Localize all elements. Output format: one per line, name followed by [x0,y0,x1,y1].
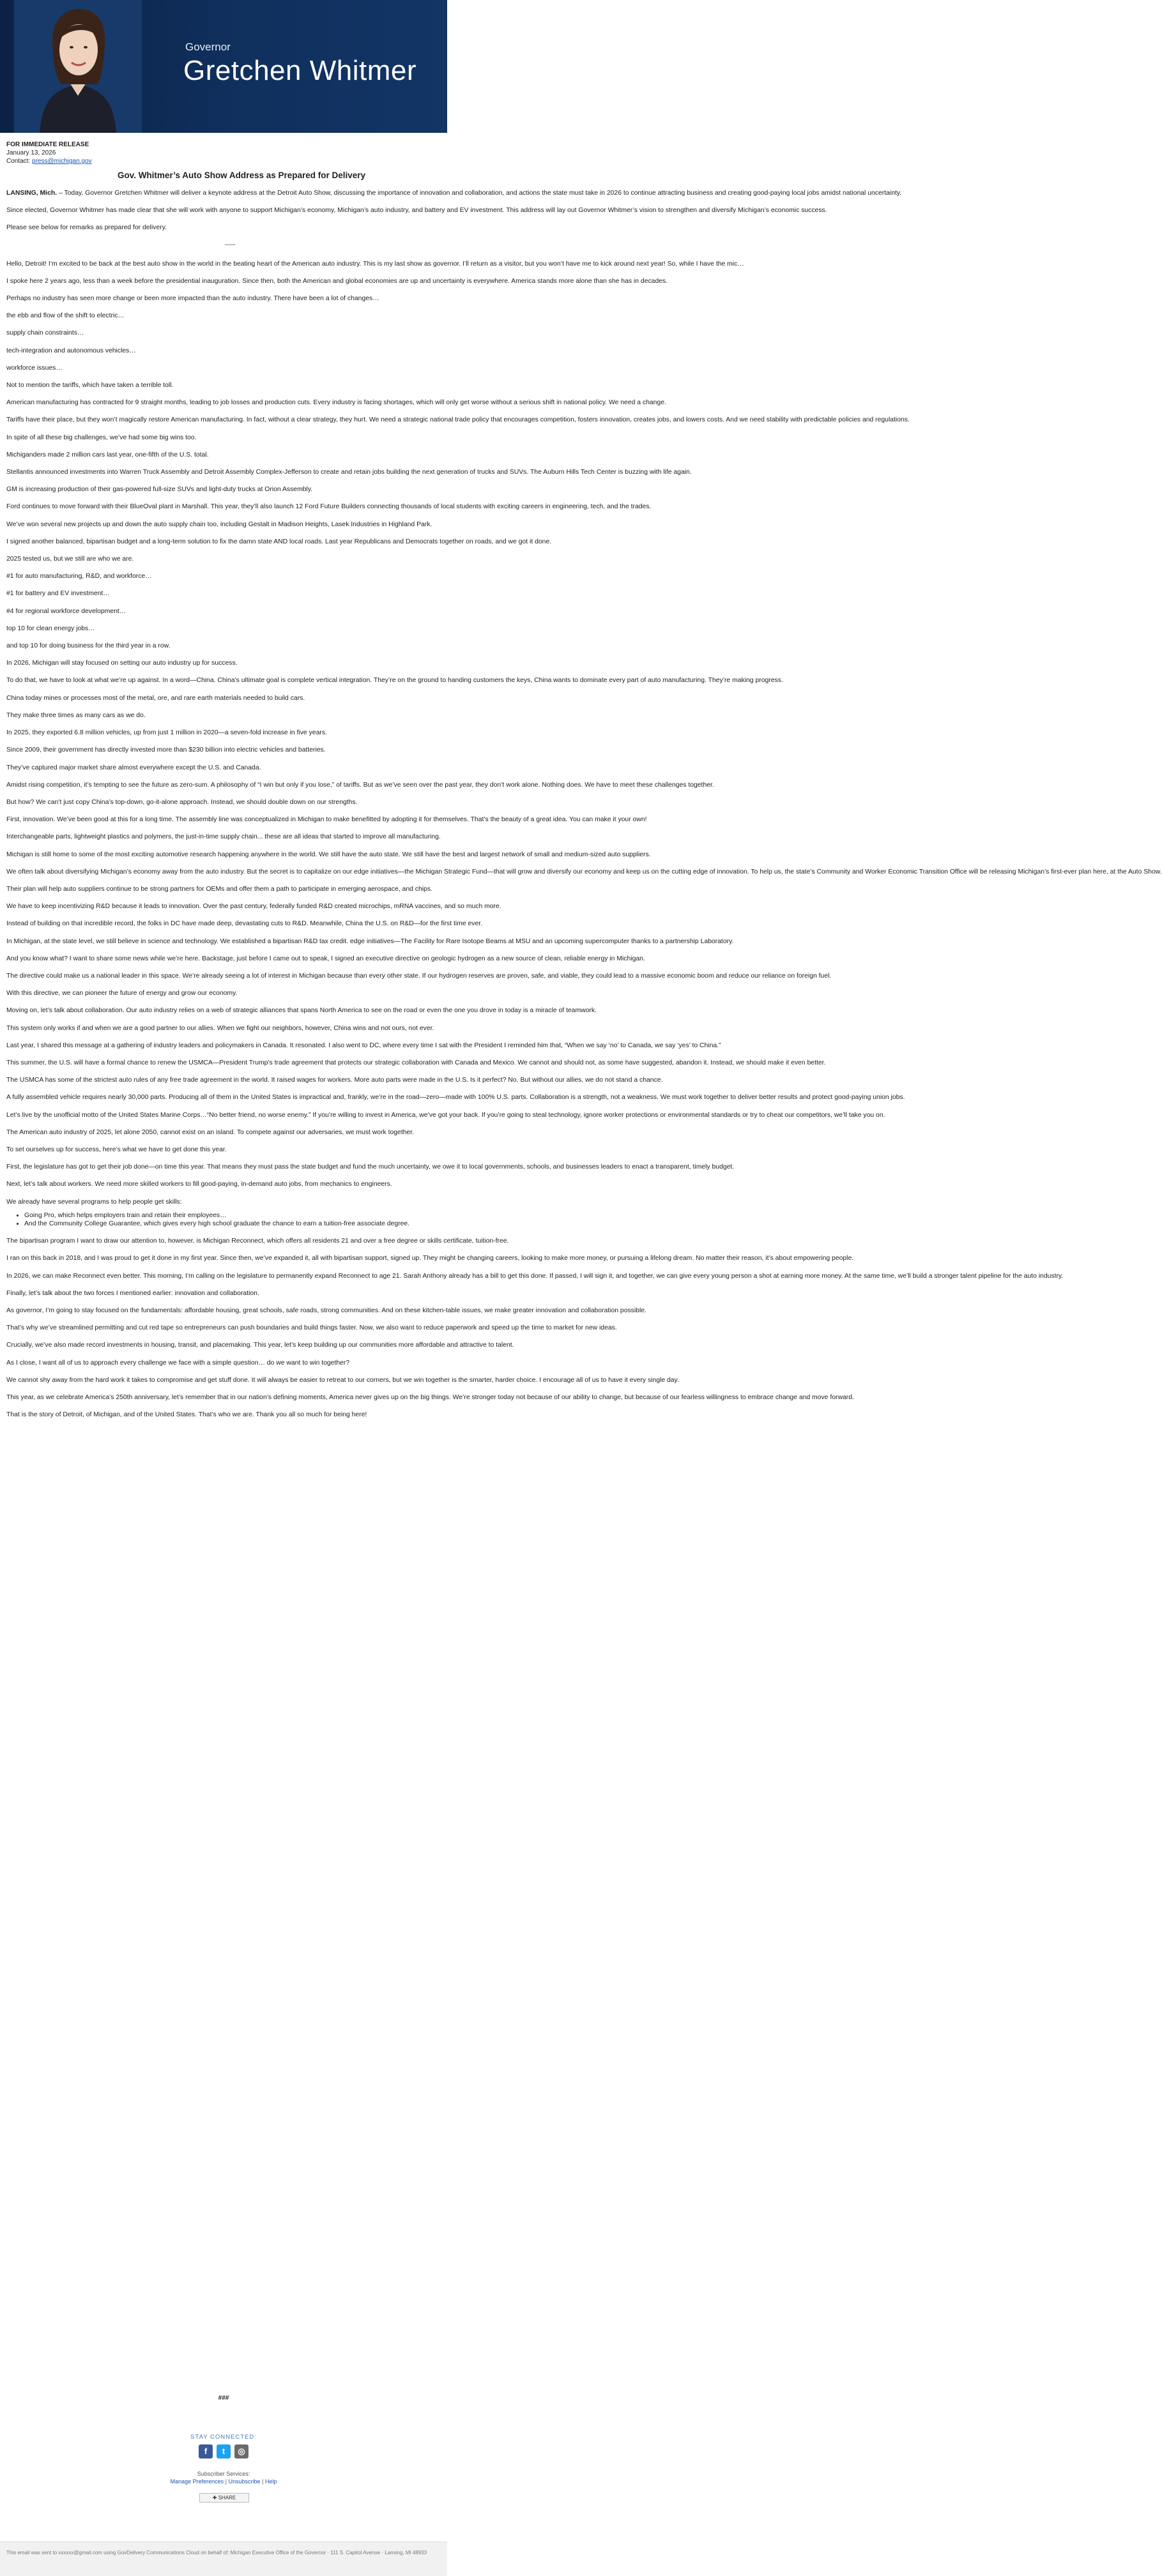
program-list [24,1211,466,1228]
separator: ----- [224,241,236,248]
speech-paragraph: We already have several programs to help people get skills: [6,1198,182,1206]
speech-paragraph: China today mines or processes most of the metal, ore, and rare earth materials needed to build cars. [6,694,305,702]
speech-paragraph: Let’s live by the unofficial motto of the United States Marine Corps…“No better friend, no worse enemy.” If you’re willing to invest in America, we’ve got your back. If you’re going to steal technology, ignore worker protections or environmental standards or try to cheat our competitors, we’ll take you on. [6,1111,885,1119]
speech-paragraph: To set ourselves up for success, here’s what we have to get done this year. [6,1146,227,1153]
contact-email-link[interactable]: press@michigan.gov [32,158,92,165]
speech-paragraph: Interchangeable parts, lightweight plastics and polymers, the just-in-time supply chain... these are all ideas that started to improve all manufacturing. [6,833,441,841]
share-button[interactable]: ✚ SHARE [199,2493,249,2503]
speech-paragraph: Ford continues to move forward with their BlueOval plant in Marshall. This year, they’ll also launch 12 Ford Future Builders connecting thousands of local students with exciting careers in engineering, tech, and the trades. [6,503,652,511]
speech-paragraph: 2025 tested us, but we still are who we are. [6,556,134,563]
speech-paragraph: Perhaps no industry has seen more change or been more impacted than the auto industry. There have been a lot of changes… [6,295,379,303]
manage-preferences-link[interactable]: Manage Preferences [170,2478,224,2485]
header-banner [0,0,447,133]
facebook-icon[interactable]: f [199,2444,213,2459]
speech-paragraph: workforce issues… [6,364,63,372]
release-label: FOR IMMEDIATE RELEASE [6,141,89,148]
speech-paragraph: To do that, we have to look at what we’re up against. In a word—China. China’s ultimate goal is complete vertical integration. They’re on the ground to handing customers the keys, China wants to dominate every part of auto manufacturing. They’re making progress. [6,677,783,685]
speech-paragraph: Not to mention the tariffs, which have taken a terrible toll. [6,382,174,390]
speech-text [6,260,1162,1206]
speech-paragraph: Next, let’s talk about workers. We need more skilled workers to fill good-paying, in-demand auto jobs, from mechanics to engineers. [6,1181,392,1188]
speech-paragraph: I ran on this back in 2018, and I was proud to get it done in my first year. Since then, we’ve expanded it, all with bipartisan support, signed up. They might be changing careers, looking to make more money, or pursuing a lifelong dream. No matter their reason, it’s about empowering people. [6,1255,854,1262]
speech-paragraph: Crucially, we’ve also made record investments in housing, transit, and placemaking. This year, let’s keep building up our communities more affordable and attractive to talent. [6,1342,514,1349]
subscriber-services: Subscriber Services: Manage Preferences | Unsubscribe | Help [0,2470,447,2485]
speech-paragraph: The bipartisan program I want to draw our attention to, however, is Michigan Reconnect, which offers all residents 21 and over a free degree or skills certificate, tuition-free. [6,1238,509,1245]
speech-paragraph: top 10 for clean energy jobs… [6,625,95,632]
press-release-body [6,140,1162,1428]
page-title: Gov. Whitmer’s Auto Show Address as Prepared for Delivery [117,170,366,180]
speech-paragraph: This summer, the U.S. will have a formal chance to renew the USMCA—President Trump’s trade agreement that protects our strategic collaboration with Canada and Mexico. We cannot and should not, as some have suggested, abandon it. Instead, we should make it even better. [6,1059,826,1066]
speech-paragraph: Last year, I shared this message at a gathering of industry leaders and policymakers in Canada. It resonated. I also went to DC, where every time I sat with the President I reminded him that, “When we say ‘no’ to Canada, we say ‘yes’ to China.” [6,1042,721,1049]
speech-paragraph: GM is increasing production of their gas-powered full-size SUVs and light-duty trucks at Orion Assembly. [6,486,313,494]
intro-paragraph-2: Since elected, Governor Whitmer has made clear that she will work with anyone to support Michigan’s economy, Michigan’s auto industry, and battery and EV investment. This address will lay out Governor Whitmer’s vision to strengthen and diversify Michigan’s economic success. [6,207,827,215]
speech-paragraph: We cannot shy away from the hard work it takes to compromise and get stuff done. It will always be easier to retreat to our corners, but we win together is the smarter, harder choice. I encourage all of us to have it every single day. [6,1376,679,1384]
speech-paragraph: First, innovation. We’ve been good at this for a long time. The assembly line was conceptualized in Michigan to make benefitted by adopting it for themselves. That’s the beauty of a great idea. You can make it your own! [6,816,647,824]
share-icon: ✚ [212,2495,218,2501]
speech-paragraph: They make three times as many cars as we do. [6,711,146,719]
speech-paragraph: The American auto industry of 2025, let alone 2050, cannot exist on an island. To compete against our adversaries, we must work together. [6,1128,415,1136]
speech-paragraph: With this directive, we can pioneer the future of energy and grow our economy. [6,990,238,997]
speech-paragraph: A fully assembled vehicle requires nearly 30,000 parts. Producing all of them in the United States is impractical and, frankly, we’re in the road—zero—made with 100% U.S. parts. Collaboration is a strength, not a weakness. We must work together to deliver better results and protect good-paying union jobs. [6,1094,905,1102]
instagram-icon[interactable]: ◎ [234,2444,248,2459]
speech-paragraph: But how? We can’t just copy China’s top-down, go-it-alone approach. Instead, we should double down on our strengths. [6,798,358,806]
speech-paragraph: #4 for regional workforce development… [6,607,126,615]
speech-paragraph: The directive could make us a national leader in this space. We’re already seeing a lot of interest in Michigan because than every other state. If our hydrogen reserves are proven, safe, and viable, they could lead to a massive economic boom and reduce our reliance on foreign fuel. [6,972,832,980]
speech-paragraph: Finally, let’s talk about the two forces I mentioned earlier: innovation and collaboration. [6,1289,259,1297]
speech-paragraph: In 2025, they exported 6.8 million vehicles, up from just 1 million in 2020—a seven-fold increase in five years. [6,729,327,737]
unsubscribe-link[interactable]: Unsubscribe [228,2478,261,2485]
speech-paragraph: In 2026, we can make Reconnect even better. This morning, I’m calling on the legislature to permanently expand Reconnect to age 21. Sarah Anthony already has a bill to get this done. If passed, I will sign it, and together, we can give every young person a shot at earning more money. At the same time, we’ll build a stronger talent pipeline for the auto industry. [6,1272,1064,1280]
program-list-item: • Going Pro, which helps employers train and retain their employees… [24,1211,446,1220]
speech-paragraph: They’ve captured major market share almost everywhere except the U.S. and Canada. [6,764,261,771]
speech-paragraph: Hello, Detroit! I’m excited to be back at the best auto show in the world in the beating heart of the American auto industry. This is my last show as governor. I’ll return as a visitor, but you won’t have me to kick around next year! So, while I have the mic… [6,260,744,268]
speech-paragraph: I spoke here 2 years ago, less than a week before the presidential inauguration. Since then, both the American and global economies are up and uncertainty is everywhere. America stands more alone than she has in decades. [6,277,668,285]
speech-paragraph: This system only works if and when we are a good partner to our allies. When we fight our neighbors, however, China wins and not ours, not ever. [6,1024,434,1032]
footer-disclaimer: This email was sent to xxxxxx@gmail.com using GovDelivery Communications Cloud on behalf of: Michigan Executive Office of the Governor · 111 S. Capitol Avenue · Lansing, MI 48933 [6,2550,427,2556]
help-link[interactable]: Help [264,2478,277,2485]
speech-paragraph: the ebb and flow of the shift to electric… [6,312,125,320]
speech-paragraph: In 2026, Michigan will stay focused on setting our auto industry up for success. [6,660,238,667]
intro-paragraph-3: Please see below for remarks as prepared for delivery. [6,224,167,232]
speech-paragraph: That’s why we’ve streamlined permitting and cut red tape so entrepreneurs can push boundaries and build things faster. Now, we also want to reduce paperwork and speed up the time to market for new ideas. [6,1324,617,1332]
dateline: LANSING, Mich. [6,190,57,197]
speech-paragraph: Since 2009, their government has directly invested more than $230 billion into electric vehicles and batteries. [6,746,326,754]
program-list-item: • And the Community College Guarantee, which gives every high school graduate the chance to earn a tuition-free associate degree. [24,1220,446,1228]
speech-paragraph: As governor, I’m going to stay focused on the fundamentals: affordable housing, great schools, safe roads, strong communities. And on these kitchen-table issues, we make greater innovation and collaboration possible. [6,1307,646,1314]
speech-paragraph: In Michigan, at the state level, we still believe in science and technology. We established a bipartisan R&D tax credit. edge initiatives—The Facility for Rare Isotope Beams at MSU and an upcoming supercomputer thanks to a partnership Laboratory. [6,937,734,945]
end-marker: ### [218,2395,229,2402]
speech-paragraph: And you know what? I want to share some news while we’re here. Backstage, just before I came out to speak, I signed an executive directive on geologic hydrogen as a new source of clean, reliable energy in Michigan. [6,955,645,962]
stay-connected-label: STAY CONNECTED: [190,2434,257,2441]
speech-paragraph: American manufacturing has contracted for 9 straight months, leading to job losses and production cuts. Every industry is facing shortages, which will only get worse without a serious shift in national policy. We need a change. [6,399,666,407]
speech-paragraph: tech-integration and autonomous vehicles… [6,347,136,354]
governor-name: Gretchen Whitmer [183,55,417,86]
speech-paragraph: Tariffs have their place, but they won’t magically restore American manufacturing. In fact, without a clear strategy, they hurt. We need a strategic national trade policy that encourages competition, fosters innovation, creates jobs, and lowers costs. And we need stability with predictable policies and regulations. [6,416,910,424]
contact-label: Contact: [6,158,33,165]
social-icons [0,2444,447,2459]
speech-paragraph: As I close, I want all of us to approach every challenge we face with a simple question… do we want to win together? [6,1359,350,1367]
speech-paragraph: We have to keep incentivizing R&D because it leads to innovation. Over the past century, federally funded R&D created microchips, mRNA vaccines, and so much more. [6,903,501,911]
twitter-icon[interactable]: t [217,2444,231,2459]
speech-paragraph: Michigan is still home to some of the most exciting automotive research happening anywhere in the world. We still have the auto state. We still have the best and largest network of small and medium-sized auto suppliers. [6,851,651,858]
speech-paragraph: We’ve won several new projects up and down the auto supply chain too, including Gestalt in Madison Heights, Lasek Industries in Highland Park. [6,520,432,528]
speech-paragraph: Stellantis announced investments into Warren Truck Assembly and Detroit Assembly Complex-Jefferson to create and retain jobs building the next generation of trucks and SUVs. The Auburn Hills Tech Center is buzzing with life again. [6,469,692,476]
speech-text-continued [6,1237,1064,1419]
release-date: January 13, 2026 [6,149,56,156]
speech-paragraph: and top 10 for doing business for the third year in a row. [6,642,171,650]
speech-paragraph: supply chain constraints… [6,330,84,337]
speech-paragraph: Michiganders made 2 million cars last year, one-fifth of the U.S. total. [6,451,209,458]
contact-line [6,157,466,165]
speech-paragraph: Moving on, let’s talk about collaboration. Our auto industry relies on a web of strategic alliances that spans North America to see on the road or even the one you drove in today is a miracle of teamwork. [6,1007,597,1015]
speech-paragraph: #1 for auto manufacturing, R&D, and workforce… [6,573,152,580]
speech-paragraph: #1 for battery and EV investment… [6,590,110,598]
speech-paragraph: I signed another balanced, bipartisan budget and a long-term solution to fix the damn state AND local roads. Last year Republicans and Democrats together on roads, and we got it done. [6,538,552,545]
speech-paragraph: We often talk about diversifying Michigan’s economy away from the auto industry. But the secret is to capitalize on our edge initiatives—the Michigan Strategic Fund—that will grow and diversify our economy and keep us on the cutting edge of innovation. To help us, the state’s Community and Worker Economic Transition Office will be releasing Michigan’s first-ever plan here, at the Auto Show. [6,868,1162,875]
speech-paragraph: Their plan will help auto suppliers continue to be strong partners for OEMs and offer them a path to participate in emerging aerospace, and chips. [6,885,432,893]
governor-label: Governor [185,41,231,53]
governor-portrait [14,0,142,133]
speech-paragraph: Amidst rising competition, it’s tempting to see the future as zero-sum. A philosophy of “I win but only if you lose,” of tariffs. But as we’ve seen over the past year, they don’t work alone. Nothing does. We have to meet these challenges together. [6,781,714,789]
speech-paragraph: This year, as we celebrate America’s 250th anniversary, let’s remember that in our nation’s defining moments, America never gives up on the big things. We’re stronger today not because of our ability to change, but because of our fearless willingness to embrace change and move forward. [6,1394,854,1402]
speech-paragraph: Instead of building on that incredible record, the folks in DC have made deep, devastating cuts to R&D. Meanwhile, China the U.S. on R&D—for the first time ever. [6,920,483,928]
email-footer [0,2542,447,2576]
intro-paragraph: LANSING, Mich. – Today, Governor Gretchen Whitmer will deliver a keynote address at the Detroit Auto Show, discussing the importance of innovation and collaboration, and actions the state must take in 2026 to continue attracting business and creating good-paying local jobs amidst national uncertainty. [6,190,902,197]
speech-paragraph: The USMCA has some of the strictest auto rules of any free trade agreement in the world. It raised wages for workers. More auto parts were made in the U.S. Is it perfect? No. But without our allies, we do not stand a chance. [6,1077,663,1084]
speech-paragraph: In spite of all these big challenges, we’ve had some big wins too. [6,434,197,441]
speech-paragraph: That is the story of Detroit, of Michigan, and of the United States. That’s who we are. Thank you all so much for being here! [6,1411,367,1419]
speech-paragraph: First, the legislature has got to get their job done—on time this year. That means they must pass the state budget and fund the much uncertainty, we owe it to local governments, schools, and businesses leaders to enact a transparent, timely budget. [6,1163,735,1171]
subscriber-services-label: Subscriber Services: [197,2471,250,2477]
